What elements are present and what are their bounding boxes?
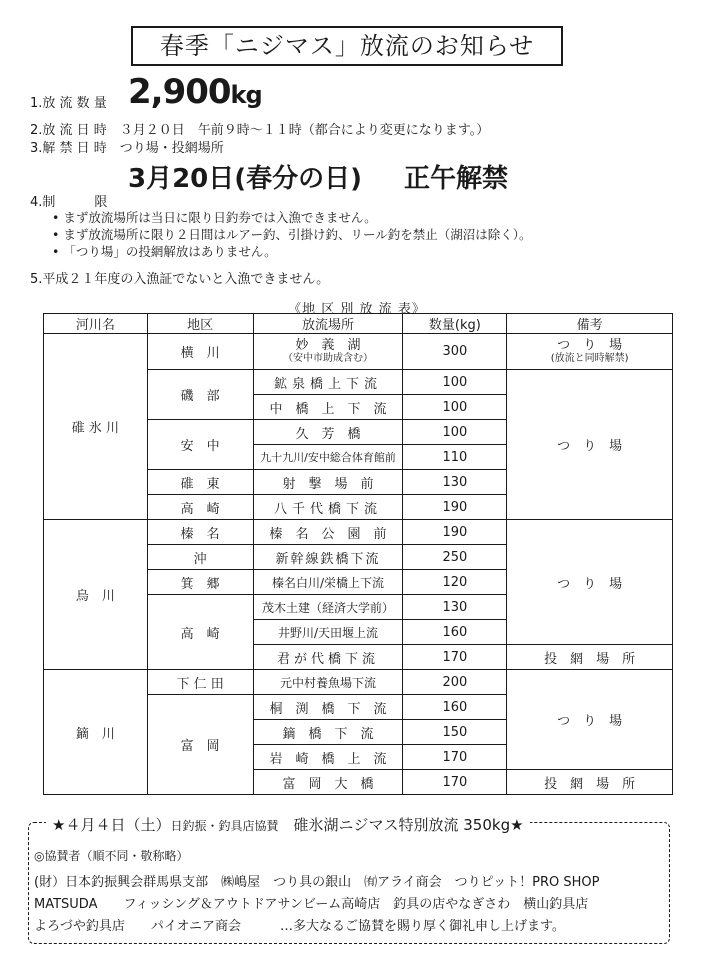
release-amount-cell: 250: [403, 545, 507, 570]
license-note: 5.平成２１年度の入漁証でないと入漁できません。: [30, 272, 330, 287]
opening-label: 3.解 禁 日 時 つり場・投網場所: [30, 141, 224, 156]
limit-list: [52, 209, 532, 260]
release-amount-cell: 190: [403, 495, 507, 520]
release-amount-cell: 110: [403, 445, 507, 470]
amount-unit: kg: [230, 81, 262, 109]
limit-label: 4.制 限: [30, 195, 108, 210]
sponsor-line: MATSUDA フィッシング＆アウトドアサンビーム高崎店 釣具の店やなぎさわ 横山釣具店: [34, 897, 589, 912]
district-name: 高 崎: [147, 495, 253, 520]
district-name: 富 岡: [147, 695, 253, 795]
sponsor-title: ◎協賛者（順不同・敬称略）: [34, 849, 189, 863]
release-place: 新幹線鉄橋下流: [253, 545, 403, 570]
note-cell: 投 網 場 所: [507, 645, 673, 670]
release-amount-cell: 150: [403, 720, 507, 745]
release-place: 君が代橋下流: [253, 645, 403, 670]
note-cell: つ り 場: [507, 670, 673, 770]
place-sub: （安中市助成含む）: [283, 352, 373, 364]
table-row: [44, 334, 673, 370]
release-place: 桐 渕 橋 下 流: [253, 695, 403, 720]
district-name: 碓 東: [147, 470, 253, 495]
release-amount-cell: 100: [403, 395, 507, 420]
release-amount-cell: 170: [403, 770, 507, 795]
note-cell: つ り 場: [507, 370, 673, 520]
amount-value: 2,900: [128, 72, 231, 112]
note-sub: (放流と同時解禁): [550, 352, 629, 364]
release-amount-cell: 130: [403, 470, 507, 495]
header-note: 備考: [507, 314, 673, 334]
release-place: 九十九川/安中総合体育館前: [253, 445, 403, 470]
release-amount-cell: 190: [403, 520, 507, 545]
release-amount-cell: 200: [403, 670, 507, 695]
event-organizer: 日釣振・釣具店協賛: [170, 819, 279, 833]
release-place: 榛 名 公 園 前: [253, 520, 403, 545]
release-amount-cell: 300: [403, 334, 507, 370]
limit-item: • まず放流場所は当日に限り日釣券では入漁できません。: [52, 209, 532, 226]
table-row: [44, 520, 673, 545]
release-amount-cell: 100: [403, 420, 507, 445]
district-name: 横 川: [147, 334, 253, 370]
district-name: 下 仁 田: [147, 670, 253, 695]
release-place: 射 撃 場 前: [253, 470, 403, 495]
river-name: 烏 川: [44, 520, 148, 670]
release-place: 久 芳 橋: [253, 420, 403, 445]
table-header-row: [44, 314, 673, 334]
release-place: 鉱泉橋上下流: [253, 370, 403, 395]
river-name: 碓 氷 川: [44, 334, 148, 520]
opening-date: 3月20日(春分の日): [128, 164, 363, 194]
note-cell: 投 網 場 所: [507, 770, 673, 795]
release-amount-cell: 170: [403, 645, 507, 670]
sponsor-line: よろづや釣具店 パイオニア商会 …多大なるご協賛を賜り厚く御礼申し上げます。: [34, 919, 565, 934]
district-name: 榛 名: [147, 520, 253, 545]
limit-item: • 「つり場」の投網解放はありません。: [52, 243, 532, 260]
district-name: 高 崎: [147, 595, 253, 670]
header-district: 地区: [147, 314, 253, 334]
release-table: [43, 313, 673, 795]
release-place: 富 岡 大 橋: [253, 770, 403, 795]
header-amount: 数量(kg): [403, 314, 507, 334]
release-amount: [128, 72, 262, 112]
release-place: 茂木土建（経済大学前）: [253, 595, 403, 620]
event-heading: [46, 814, 530, 835]
release-place: 榛名白川/栄橋上下流: [253, 570, 403, 595]
opening-time: 正午解禁: [404, 164, 509, 194]
header-place: 放流場所: [253, 314, 403, 334]
release-amount-cell: 160: [403, 695, 507, 720]
release-place: 中 橋 上 下 流: [253, 395, 403, 420]
opening-datetime: [128, 158, 508, 195]
district-name: 磯 部: [147, 370, 253, 420]
district-name: 安 中: [147, 420, 253, 470]
release-amount-cell: 170: [403, 745, 507, 770]
note-main: つ り 場: [557, 337, 623, 353]
sponsor-line: (財）日本釣振興会群馬県支部 ㈱嶋屋 つり具の銀山 ㈲アライ商会 つりピット！PRO SHOP: [34, 875, 600, 890]
release-place: [253, 334, 403, 370]
page-title: 春季「ニジマス」放流のお知らせ: [131, 26, 563, 66]
release-amount-cell: 160: [403, 620, 507, 645]
district-name: 箕 郷: [147, 570, 253, 595]
place-main: 妙 義 湖: [295, 337, 361, 353]
note-cell: [507, 334, 673, 370]
table-row: [44, 670, 673, 695]
limit-item: • まず放流場所に限り２日間はルアー釣、引掛け釣、リール釣を禁止（湖沼は除く）。: [52, 226, 532, 243]
event-date: ★４月４日（土）: [52, 816, 171, 834]
release-place: 元中村養魚場下流: [253, 670, 403, 695]
header-river: 河川名: [44, 314, 148, 334]
table-caption: 《地 区 別 放 流 表》: [288, 302, 426, 317]
release-place: 八千代橋下流: [253, 495, 403, 520]
amount-label: 1.放 流 数 量: [30, 96, 107, 111]
district-name: 沖: [147, 545, 253, 570]
release-datetime: 2.放 流 日 時 ３月２０日 午前９時～１１時（都合により変更になります。）: [30, 123, 490, 138]
release-amount-cell: 120: [403, 570, 507, 595]
release-place: 岩 崎 橋 上 流: [253, 745, 403, 770]
river-name: 鏑 川: [44, 670, 148, 795]
note-cell: つ り 場: [507, 520, 673, 645]
release-amount-cell: 100: [403, 370, 507, 395]
release-amount-cell: 130: [403, 595, 507, 620]
event-name: 碓氷湖ニジマス特別放流 350kg★: [293, 816, 524, 834]
release-place: 鏑 橋 下 流: [253, 720, 403, 745]
release-place: 井野川/天田堰上流: [253, 620, 403, 645]
